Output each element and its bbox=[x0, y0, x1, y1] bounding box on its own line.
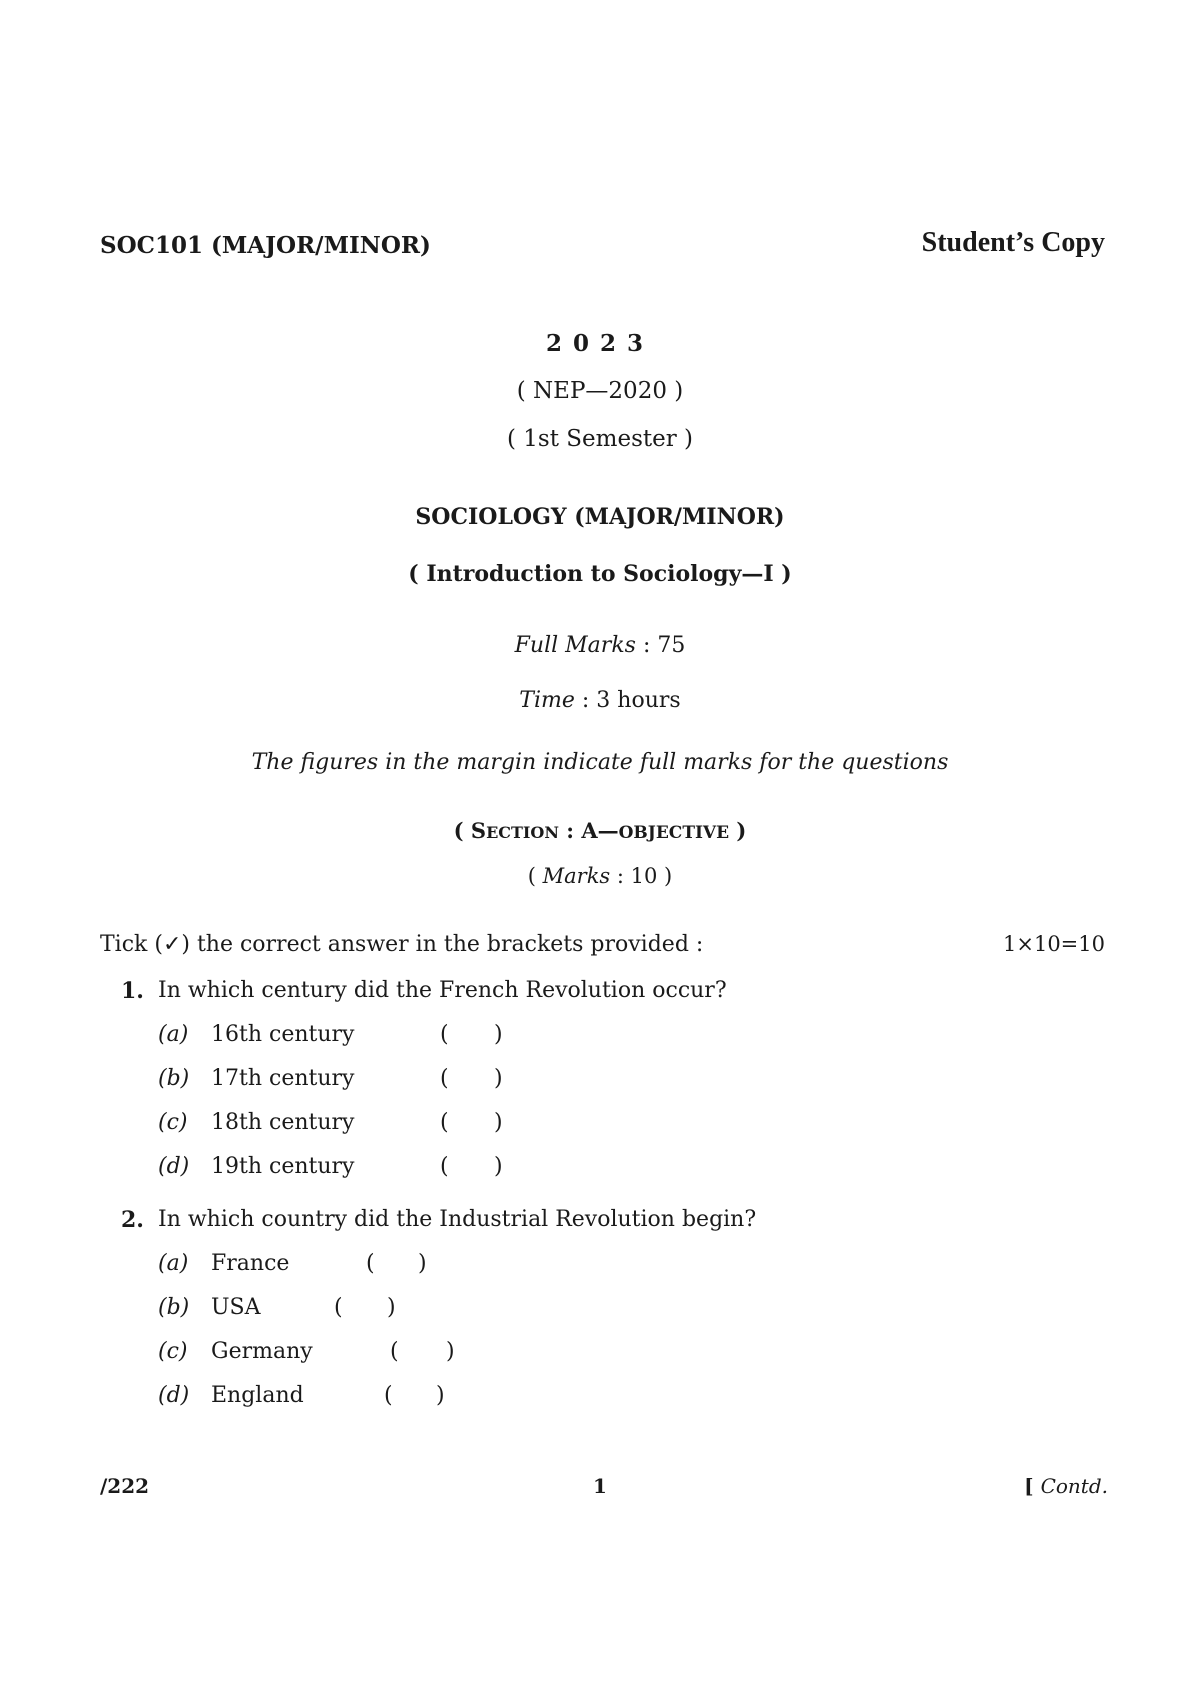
exam-scheme: ( NEP—2020 ) bbox=[516, 378, 684, 404]
section-word: ECTION bbox=[486, 823, 559, 842]
answer-bracket-close: ) bbox=[494, 1110, 503, 1135]
answer-bracket-open[interactable]: ( bbox=[334, 1295, 343, 1320]
option-text: Germany bbox=[211, 1339, 313, 1364]
option-text: France bbox=[211, 1251, 290, 1276]
option-text: 17th century bbox=[211, 1066, 355, 1091]
answer-bracket-close: ) bbox=[494, 1066, 503, 1091]
section-colon: : A— bbox=[558, 818, 619, 843]
section-marks-label: Marks bbox=[542, 864, 611, 888]
answer-bracket-open[interactable]: ( bbox=[384, 1383, 393, 1408]
instruction: Tick (✓) the correct answer in the brackets provided : bbox=[100, 932, 704, 957]
option-label: (b) bbox=[158, 1066, 190, 1091]
option-label: (d) bbox=[158, 1383, 190, 1408]
answer-bracket-open[interactable]: ( bbox=[366, 1251, 375, 1276]
option-label: (d) bbox=[158, 1154, 190, 1179]
section-marks-open: ( bbox=[527, 864, 543, 888]
section-open: ( S bbox=[453, 818, 487, 843]
full-marks-label: Full Marks bbox=[514, 633, 636, 658]
continued-text: Contd. bbox=[1040, 1474, 1108, 1498]
section-close: ) bbox=[729, 818, 747, 843]
subject-title: SOCIOLOGY (MAJOR/MINOR) bbox=[415, 504, 785, 530]
margin-note: The figures in the margin indicate full marks for the questions bbox=[251, 750, 949, 775]
option-label: (a) bbox=[158, 1251, 189, 1276]
time-allowed bbox=[0, 688, 1200, 713]
exam-semester: ( 1st Semester ) bbox=[507, 426, 693, 452]
page-number: 1 bbox=[593, 1474, 607, 1498]
answer-bracket-close: ) bbox=[436, 1383, 445, 1408]
question-text: In which country did the Industrial Revolution begin? bbox=[158, 1207, 757, 1232]
answer-bracket-open[interactable]: ( bbox=[440, 1110, 449, 1135]
exam-year: 2023 bbox=[545, 330, 654, 357]
paper-code: /222 bbox=[100, 1474, 150, 1498]
time-value: : 3 hours bbox=[581, 688, 681, 713]
answer-bracket-open[interactable]: ( bbox=[440, 1066, 449, 1091]
option-text: England bbox=[211, 1383, 304, 1408]
option-text: 16th century bbox=[211, 1022, 355, 1047]
copy-label: Student’s Copy bbox=[921, 227, 1105, 258]
answer-bracket-close: ) bbox=[494, 1022, 503, 1047]
continued-bar: [ bbox=[1024, 1474, 1041, 1498]
answer-bracket-open[interactable]: ( bbox=[440, 1022, 449, 1047]
course-code: SOC101 (MAJOR/MINOR) bbox=[100, 232, 431, 259]
marks-scheme: 1×10=10 bbox=[1003, 932, 1105, 956]
time-label: Time bbox=[519, 688, 575, 713]
answer-bracket-close: ) bbox=[418, 1251, 427, 1276]
full-marks-value: : 75 bbox=[642, 633, 686, 658]
answer-bracket-close: ) bbox=[446, 1339, 455, 1364]
option-text: 18th century bbox=[211, 1110, 355, 1135]
answer-bracket-open[interactable]: ( bbox=[390, 1339, 399, 1364]
section-objective: OBJECTIVE bbox=[618, 823, 730, 843]
option-label: (c) bbox=[158, 1110, 188, 1135]
section-marks bbox=[0, 864, 1200, 888]
option-text: 19th century bbox=[211, 1154, 355, 1179]
answer-bracket-open[interactable]: ( bbox=[440, 1154, 449, 1179]
section-marks-value: : 10 ) bbox=[610, 864, 673, 888]
section-heading bbox=[0, 818, 1200, 843]
answer-bracket-close: ) bbox=[494, 1154, 503, 1179]
question-text: In which century did the French Revolution occur? bbox=[158, 978, 727, 1003]
continued-note bbox=[1024, 1474, 1108, 1498]
paper-title: ( Introduction to Sociology—I ) bbox=[408, 561, 792, 587]
option-label: (b) bbox=[158, 1295, 190, 1320]
full-marks bbox=[0, 633, 1200, 658]
option-label: (c) bbox=[158, 1339, 188, 1364]
question-number: 2. bbox=[121, 1207, 144, 1233]
option-label: (a) bbox=[158, 1022, 189, 1047]
question-number: 1. bbox=[121, 978, 144, 1004]
option-text: USA bbox=[211, 1295, 261, 1320]
answer-bracket-close: ) bbox=[387, 1295, 396, 1320]
